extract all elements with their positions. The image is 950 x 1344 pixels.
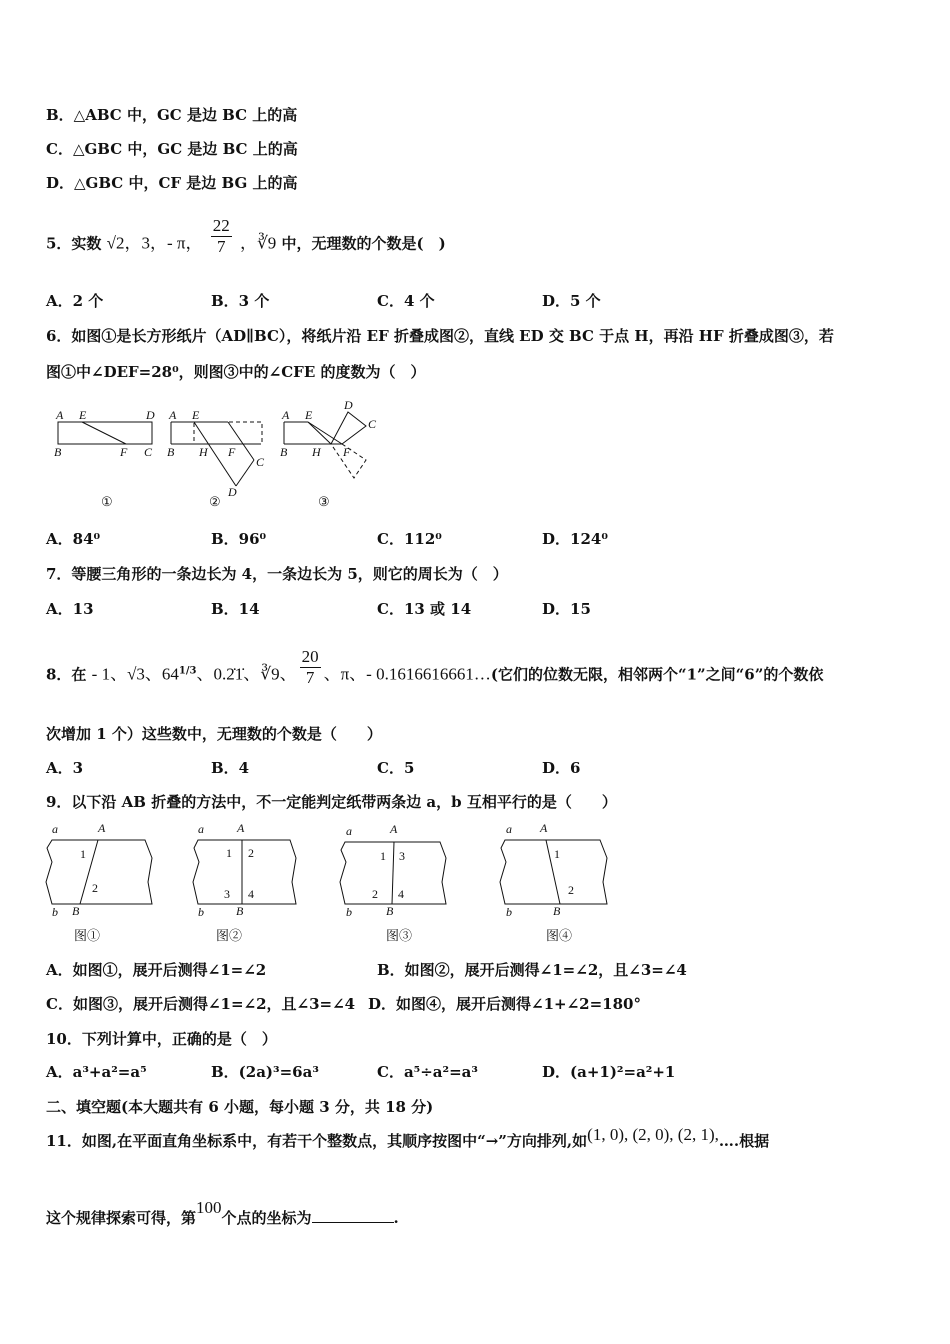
q8-stem bbox=[46, 647, 824, 696]
q8-option-d: D．6 bbox=[542, 759, 581, 777]
svg-text:a: a bbox=[346, 824, 352, 838]
svg-text:A: A bbox=[169, 408, 177, 422]
svg-text:F: F bbox=[343, 445, 351, 459]
q9-fig-label-1: 图① bbox=[74, 928, 101, 943]
svg-text:a: a bbox=[506, 822, 512, 836]
q7-option-d: D．15 bbox=[542, 600, 591, 618]
q6-option-c: C．112⁰ bbox=[377, 530, 442, 548]
q9-figures bbox=[40, 818, 620, 946]
q8-items1: - 1、√3、64 bbox=[91, 664, 179, 684]
q6-fig-label-3: ③ bbox=[318, 494, 330, 509]
q11-line2 bbox=[46, 1198, 399, 1228]
q9-figure-1 bbox=[46, 821, 152, 943]
q11-coords: (1, 0), (2, 0), (2, 1), bbox=[587, 1125, 719, 1144]
section-2-heading: 二、填空题(本大题共有 6 小题，每小题 3 分，共 18 分) bbox=[46, 1098, 434, 1116]
q8-exponent: 1/3 bbox=[178, 665, 197, 677]
q8-frac-num: 20 bbox=[301, 647, 319, 666]
q11-line2a: 这个规律探索可得，第 bbox=[46, 1209, 197, 1227]
q5-option-c: C．4 个 bbox=[377, 292, 435, 310]
svg-text:B: B bbox=[54, 445, 62, 459]
svg-text:b: b bbox=[198, 905, 204, 919]
q7-option-c: C．13 或 14 bbox=[377, 600, 472, 618]
svg-text:E: E bbox=[305, 408, 313, 422]
svg-text:B: B bbox=[386, 904, 394, 918]
q11-end: . bbox=[393, 1209, 399, 1227]
q9-figure-4 bbox=[500, 821, 607, 943]
q8-option-a: A．3 bbox=[46, 759, 84, 777]
svg-text:b: b bbox=[52, 905, 58, 919]
q9-figure-3 bbox=[340, 822, 446, 943]
q8-items2: 、0.2̇1̇、∛9、 bbox=[196, 664, 297, 684]
svg-text:H: H bbox=[199, 445, 208, 459]
q8-suffix: (它们的位数无限，相邻两个“1”之间“6”的个数依 bbox=[490, 665, 824, 684]
q8-line2: 次增加 1 个）这些数中，无理数的个数是（ ） bbox=[46, 725, 382, 743]
svg-text:A: A bbox=[98, 821, 106, 835]
q10-option-c: C．a⁵÷a²=a³ bbox=[377, 1063, 478, 1081]
q9-stem: 9．以下沿 AB 折叠的方法中，不一定能判定纸带两条边 a，b 互相平行的是（ ） bbox=[46, 793, 617, 811]
q6-option-d: D．124⁰ bbox=[542, 530, 608, 548]
q10-option-a: A．a³+a²=a⁵ bbox=[46, 1063, 147, 1081]
svg-text:A: A bbox=[390, 822, 398, 836]
svg-text:3: 3 bbox=[224, 887, 230, 901]
svg-text:A: A bbox=[282, 408, 290, 422]
q6-figure-2 bbox=[167, 408, 265, 509]
svg-text:3: 3 bbox=[399, 849, 405, 863]
q8-prefix: 8．在 bbox=[46, 665, 87, 684]
q5-option-a: A．2 个 bbox=[46, 292, 104, 310]
svg-text:2: 2 bbox=[248, 846, 254, 860]
q6-figure-1 bbox=[54, 408, 155, 509]
q6-fig-label-2: ② bbox=[209, 494, 221, 509]
q8-items3: 、π、- 0.1616616661… bbox=[323, 664, 491, 684]
svg-text:C: C bbox=[368, 417, 377, 431]
svg-text:D: D bbox=[146, 408, 155, 422]
q9-option-b: B．如图②，展开后测得∠1=∠2，且∠3=∠4 bbox=[377, 961, 687, 979]
svg-text:B: B bbox=[553, 904, 561, 918]
q6-figures bbox=[46, 400, 406, 515]
q6-fig-label-1: ① bbox=[101, 494, 113, 509]
svg-text:2: 2 bbox=[372, 887, 378, 901]
q11-text: 11．如图,在平面直角坐标系中，有若干个整数点，其顺序按图中“→”方向排列,如 bbox=[46, 1132, 588, 1150]
q7-stem: 7．等腰三角形的一条边长为 4，一条边长为 5，则它的周长为（ ） bbox=[46, 565, 508, 583]
svg-text:4: 4 bbox=[398, 887, 404, 901]
q11-answer-blank[interactable] bbox=[312, 1208, 394, 1223]
svg-text:a: a bbox=[52, 822, 58, 836]
q5-stem bbox=[46, 216, 446, 265]
q5-option-d: D．5 个 bbox=[542, 292, 601, 310]
q7-option-a: A．13 bbox=[46, 600, 94, 618]
q10-option-b: B．(2a)³=6a³ bbox=[211, 1063, 319, 1081]
q8-frac-den: 7 bbox=[305, 668, 315, 687]
q4-option-c: C．△GBC 中，GC 是边 BC 上的高 bbox=[46, 140, 298, 158]
q8-option-b: B．4 bbox=[211, 759, 250, 777]
svg-text:B: B bbox=[236, 904, 244, 918]
svg-text:C: C bbox=[256, 455, 265, 469]
svg-text:1: 1 bbox=[380, 849, 386, 863]
q11-line2b: 个点的坐标为 bbox=[221, 1209, 312, 1227]
q4-option-b: B．△ABC 中，GC 是边 BC 上的高 bbox=[46, 106, 298, 124]
svg-text:H: H bbox=[312, 445, 321, 459]
q8-option-c: C．5 bbox=[377, 759, 415, 777]
svg-text:1: 1 bbox=[554, 847, 560, 861]
q5-option-b: B．3 个 bbox=[211, 292, 270, 310]
svg-text:E: E bbox=[192, 408, 200, 422]
q5-frac-den: 7 bbox=[216, 237, 226, 256]
q6-line1: 6．如图①是长方形纸片（AD∥BC），将纸片沿 EF 折叠成图②，直线 ED 交 BC 于点 H，再沿 HF 折叠成图③，若 bbox=[46, 327, 834, 345]
q10-option-d: D．(a+1)²=a²+1 bbox=[542, 1063, 676, 1081]
svg-text:1: 1 bbox=[80, 847, 86, 861]
svg-text:B: B bbox=[280, 445, 288, 459]
q9-option-a: A．如图①，展开后测得∠1=∠2 bbox=[46, 961, 267, 979]
q6-option-b: B．96⁰ bbox=[211, 530, 267, 548]
svg-text:C: C bbox=[144, 445, 153, 459]
q9-option-d: D．如图④，展开后测得∠1+∠2=180° bbox=[368, 995, 641, 1013]
svg-text:2: 2 bbox=[92, 881, 98, 895]
svg-text:A: A bbox=[540, 821, 548, 835]
q9-fig-label-2: 图② bbox=[216, 928, 243, 943]
svg-text:B: B bbox=[72, 904, 80, 918]
q5-prefix: 5．实数 bbox=[46, 234, 102, 253]
q6-option-a: A．84⁰ bbox=[46, 530, 101, 548]
q4-option-d: D．△GBC 中，CF 是边 BG 上的高 bbox=[46, 174, 298, 192]
svg-text:1: 1 bbox=[226, 846, 232, 860]
q5-items: √2，3，- π， bbox=[106, 233, 203, 253]
q9-figure-2 bbox=[193, 821, 296, 943]
q5-fraction bbox=[211, 216, 232, 257]
svg-text:A: A bbox=[56, 408, 64, 422]
q9-option-c: C．如图③，展开后测得∠1=∠2，且∠3=∠4 bbox=[46, 995, 356, 1013]
svg-text:D: D bbox=[344, 400, 353, 412]
q6-line2: 图①中∠DEF=28⁰，则图③中的∠CFE 的度数为（ ） bbox=[46, 363, 426, 381]
q8-fraction bbox=[300, 647, 321, 688]
q9-fig-label-4: 图④ bbox=[546, 928, 573, 943]
svg-text:b: b bbox=[506, 905, 512, 919]
q11-n: 100 bbox=[196, 1198, 222, 1217]
svg-text:B: B bbox=[167, 445, 175, 459]
q6-figure-3 bbox=[280, 400, 377, 509]
svg-text:D: D bbox=[228, 485, 237, 499]
q5-cbrt: ，∛9 bbox=[239, 233, 277, 253]
q9-fig-label-3: 图③ bbox=[386, 928, 413, 943]
svg-text:F: F bbox=[228, 445, 236, 459]
q5-suffix: 中，无理数的个数是( ) bbox=[281, 234, 446, 253]
q11-suffix: ….根据 bbox=[718, 1132, 770, 1150]
q7-option-b: B．14 bbox=[211, 600, 260, 618]
svg-text:a: a bbox=[198, 822, 204, 836]
svg-text:2: 2 bbox=[568, 883, 574, 897]
svg-text:F: F bbox=[120, 445, 128, 459]
q10-stem: 10．下列计算中，正确的是（ ） bbox=[46, 1030, 277, 1048]
svg-text:b: b bbox=[346, 905, 352, 919]
svg-text:A: A bbox=[237, 821, 245, 835]
q5-frac-num: 22 bbox=[212, 216, 230, 235]
svg-text:E: E bbox=[79, 408, 87, 422]
svg-text:4: 4 bbox=[248, 887, 254, 901]
q11-stem bbox=[46, 1125, 770, 1151]
